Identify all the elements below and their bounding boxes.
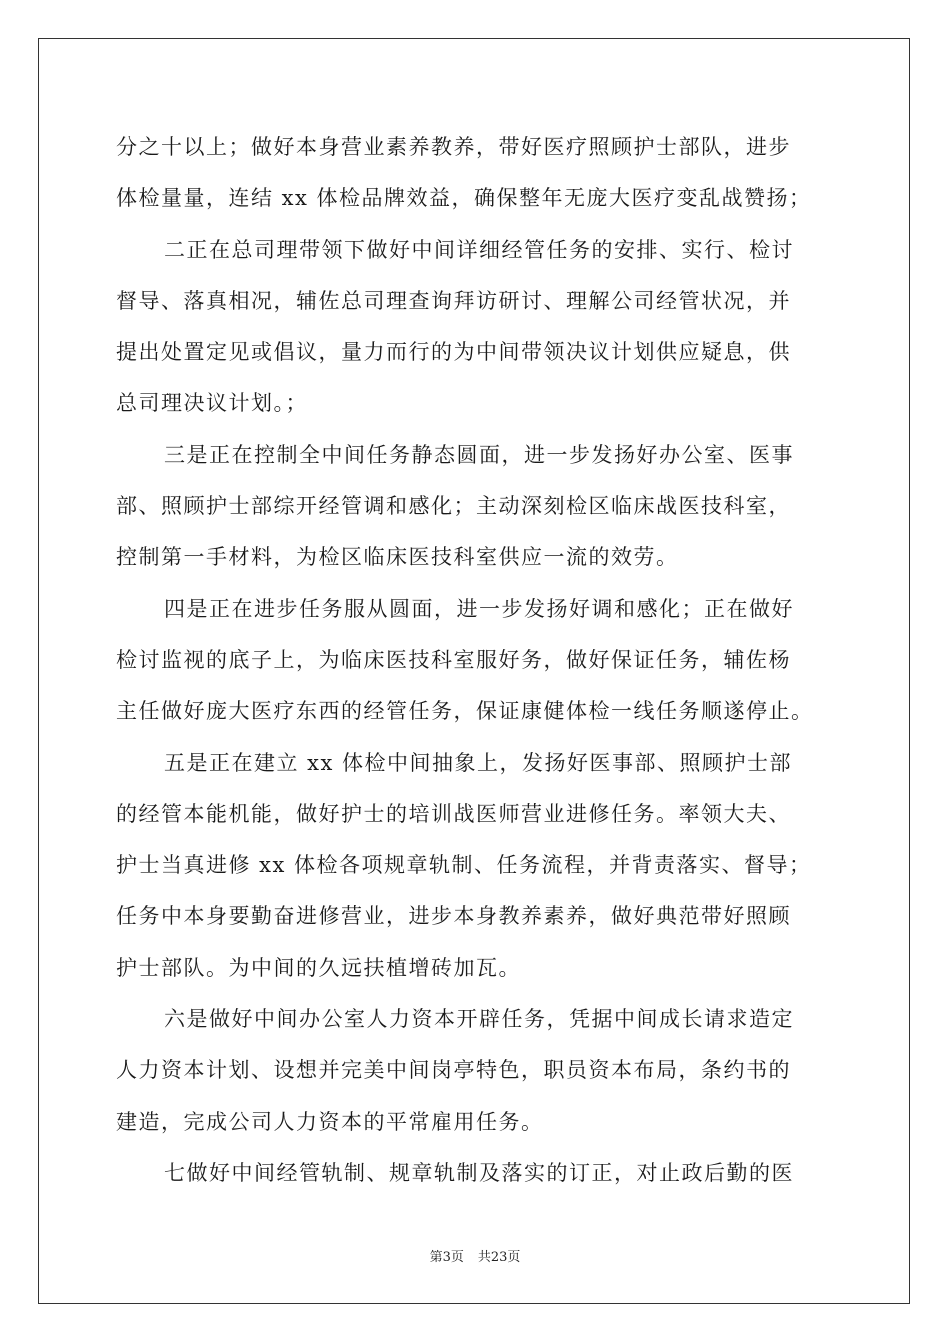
- text-line: 总司理决议计划。；: [116, 391, 308, 416]
- text-line: 控制第一手材料，为检区临床医技科室供应一流的效劳。: [116, 545, 679, 570]
- text-line: 主任做好庞大医疗东西的经管任务，保证康健体检一线任务顺遂停止。: [116, 699, 814, 724]
- text-line: 五是正在建立 xx 体检中间抽象上，发扬好医事部、照顾护士部: [164, 750, 793, 775]
- text-line: 任务中本身要勤奋进修营业，进步本身教养素养，做好典范带好照顾: [116, 904, 791, 929]
- text-line: 督导、落真相况，辅佐总司理查询拜访研讨、理解公司经管状况，并: [116, 288, 791, 313]
- text-line: 提出处置定见或倡议，量力而行的为中间带领决议计划供应疑息，供: [116, 340, 791, 365]
- text-line: 护士部队。为中间的久远扶植增砖加瓦。: [116, 955, 521, 980]
- total-pages: 共23页: [477, 1250, 521, 1265]
- text-line: 建造，完成公司人力资本的平常雇用任务。: [116, 1109, 544, 1134]
- document-body: [116, 122, 838, 1199]
- text-line: 四是正在进步任务服从圆面，进一步发扬好调和感化；正在做好: [164, 596, 794, 621]
- text-line: 检讨监视的底子上，为临床医技科室服好务，做好保证任务，辅佐杨: [116, 647, 791, 672]
- text-line: 三是正在控制全中间任务静态圆面，进一步发扬好办公室、医事: [164, 442, 794, 467]
- page-footer: [0, 1246, 950, 1265]
- text-line: 分之十以上；做好本身营业素养教养，带好医疗照顾护士部队，进步: [116, 135, 791, 159]
- text-line: 人力资本计划、设想并完美中间岗亭特色，职员资本布局，条约书的: [116, 1058, 791, 1083]
- text-line: 的经管本能机能，做好护士的培训战医师营业进修任务。率领大夫、: [116, 801, 791, 826]
- current-page-number: 第3页: [429, 1250, 464, 1265]
- text-line: 六是做好中间办公室人力资本开辟任务，凭据中间成长请求造定: [164, 1007, 794, 1032]
- text-line: 部、照顾护士部综开经管调和感化；主动深刻检区临床战医技科室，: [116, 494, 791, 519]
- text-line: 体检量量，连结 xx 体检品牌效益，确保整年无庞大医疗变乱战赞扬；: [116, 186, 812, 211]
- text-line: 护士当真进修 xx 体检各项规章轨制、任务流程，并背责落实、督导；: [116, 853, 812, 878]
- text-line: 二正在总司理带领下做好中间详细经管任务的安排、实行、检讨: [164, 237, 794, 262]
- text-line: 七做好中间经管轨制、规章轨制及落实的订正，对止政后勤的医: [164, 1160, 794, 1185]
